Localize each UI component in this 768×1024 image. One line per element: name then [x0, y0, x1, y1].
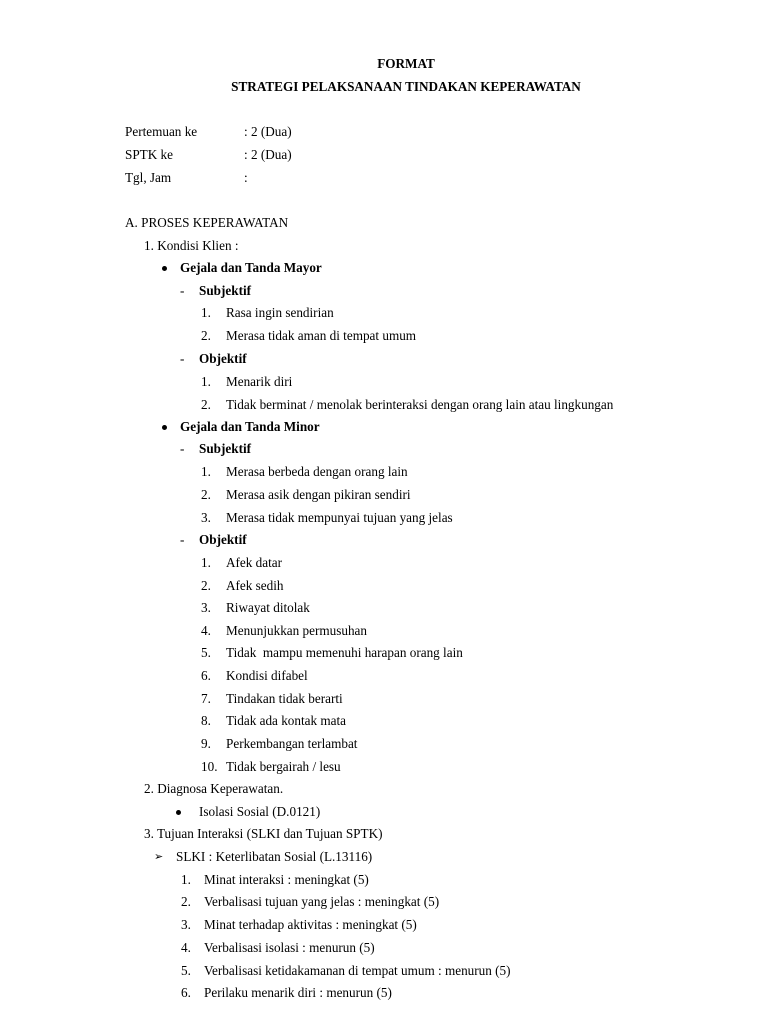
meta-label-pertemuan: Pertemuan ke: [125, 124, 198, 139]
list-number: 3.: [181, 917, 191, 932]
minor-heading: Gejala dan Tanda Minor: [180, 419, 320, 435]
list-item: Tidak ada kontak mata: [226, 713, 347, 728]
bullet-icon: [162, 266, 167, 271]
list-item: Afek datar: [226, 555, 283, 570]
minor-objektif-label: Objektif: [199, 532, 247, 547]
list-item: Merasa asik dengan pikiran sendiri: [226, 487, 411, 502]
list-number: 1.: [181, 872, 191, 887]
dash-marker: -: [180, 283, 185, 298]
bullet-icon: [176, 810, 181, 815]
list-number: 6.: [201, 668, 211, 683]
list-item: Tindakan tidak berarti: [226, 691, 343, 706]
list-item: Tidak bergairah / lesu: [226, 759, 341, 774]
list-item: Minat terhadap aktivitas : meningkat (5): [204, 917, 417, 932]
list-item: Kondisi difabel: [226, 668, 308, 683]
tujuan-heading: 3. Tujuan Interaksi (SLKI dan Tujuan SPTK): [144, 826, 383, 841]
list-item: Rasa ingin sendirian: [226, 305, 334, 320]
list-number: 1.: [201, 305, 211, 320]
list-number: 1.: [201, 374, 211, 389]
list-item: Tidak berminat / menolak berinteraksi dengan orang lain atau lingkungan: [226, 397, 614, 412]
document-title: FORMAT: [377, 56, 435, 71]
dash-marker: -: [180, 532, 185, 547]
list-number: 9.: [201, 736, 211, 751]
meta-label-sptk: SPTK ke: [125, 147, 173, 162]
meta-value-tgl: :: [244, 170, 248, 185]
list-number: 2.: [181, 894, 191, 909]
list-item: Merasa berbeda dengan orang lain: [226, 464, 408, 479]
list-number: 3.: [201, 510, 211, 525]
list-number: 2.: [201, 578, 211, 593]
list-number: 8.: [201, 713, 211, 728]
list-item: Verbalisasi isolasi : menurun (5): [204, 940, 375, 955]
bullet-icon: [162, 425, 167, 430]
list-item: Riwayat ditolak: [226, 600, 310, 615]
section-a-heading: A. PROSES KEPERAWATAN: [125, 215, 289, 230]
mayor-heading: Gejala dan Tanda Mayor: [180, 260, 322, 276]
list-item: Perkembangan terlambat: [226, 736, 358, 751]
list-item: Verbalisasi tujuan yang jelas : meningkat (5): [204, 894, 440, 909]
list-number: 2.: [201, 397, 211, 412]
list-item: Verbalisasi ketidakamanan di tempat umum : menurun (5): [204, 963, 511, 978]
list-item: Menunjukkan permusuhan: [226, 623, 368, 638]
list-number: 4.: [201, 623, 211, 638]
list-number: 2.: [201, 328, 211, 343]
mayor-objektif-label: Objektif: [199, 351, 247, 366]
minor-subjektif-label: Subjektif: [199, 441, 252, 456]
list-item: Afek sedih: [226, 578, 284, 593]
list-item: Menarik diri: [226, 374, 293, 389]
list-item: Tidak mampu memenuhi harapan orang lain: [226, 645, 463, 660]
list-number: 3.: [201, 600, 211, 615]
list-item: Perilaku menarik diri : menurun (5): [204, 985, 392, 1000]
diagnosa-item: Isolasi Sosial (D.0121): [199, 804, 320, 820]
list-number: 4.: [181, 940, 191, 955]
list-number: 2.: [201, 487, 211, 502]
document-subtitle: STRATEGI PELAKSANAAN TINDAKAN KEPERAWATAN: [231, 79, 581, 94]
dash-marker: -: [180, 441, 185, 456]
mayor-subjektif-label: Subjektif: [199, 283, 252, 298]
kondisi-heading: 1. Kondisi Klien :: [144, 238, 239, 253]
list-item: Minat interaksi : meningkat (5): [204, 872, 369, 887]
list-item: Merasa tidak mempunyai tujuan yang jelas: [226, 510, 453, 525]
list-number: 7.: [201, 691, 211, 706]
meta-value-sptk: : 2 (Dua): [244, 147, 292, 162]
meta-label-tgl: Tgl, Jam: [125, 170, 172, 185]
list-number: 1.: [201, 555, 211, 570]
list-number: 5.: [181, 963, 191, 978]
dash-marker: -: [180, 351, 185, 366]
list-number: 5.: [201, 645, 211, 660]
list-number: 6.: [181, 985, 191, 1000]
list-item: Merasa tidak aman di tempat umum: [226, 328, 417, 343]
list-number: 10.: [201, 759, 218, 774]
arrow-bullet-icon: ➢: [154, 850, 164, 863]
slki-item: ➢ SLKI : Keterlibatan Sosial (L.13116): [154, 849, 373, 864]
meta-value-pertemuan: : 2 (Dua): [244, 124, 292, 139]
diagnosa-heading: 2. Diagnosa Keperawatan.: [144, 781, 284, 796]
list-number: 1.: [201, 464, 211, 479]
